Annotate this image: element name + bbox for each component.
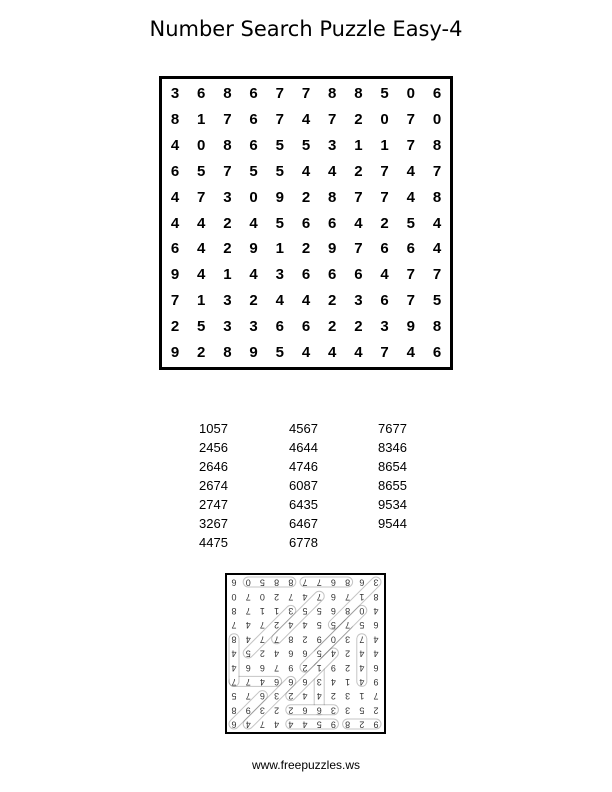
grid-cell: 5 <box>406 214 415 232</box>
answer-key-cell: 7 <box>345 620 351 631</box>
answer-key-cell: 6 <box>330 591 336 602</box>
answer-key-cell: 6 <box>373 662 379 673</box>
grid-cell: 6 <box>197 85 206 102</box>
grid-cell: 4 <box>406 162 415 180</box>
grid-cell: 0 <box>432 110 442 128</box>
grid-cell: 9 <box>406 318 415 336</box>
answer-key-cell: 8 <box>231 606 237 617</box>
answer-key-cell: 4 <box>302 719 308 730</box>
answer-key-cell: 7 <box>373 691 379 702</box>
word-list-item: 6087 <box>289 478 318 493</box>
word-list-item: 3267 <box>199 516 228 531</box>
grid-cell: 1 <box>223 266 232 284</box>
grid-cell: 7 <box>223 110 232 128</box>
answer-key-cell: 2 <box>288 691 294 702</box>
answer-key-cell: 1 <box>359 591 365 602</box>
grid-cell: 7 <box>301 85 311 102</box>
grid-cell: 7 <box>354 188 363 206</box>
grid-cell: 5 <box>275 162 284 180</box>
answer-key-cell: 2 <box>345 662 351 673</box>
grid-cell: 7 <box>354 240 363 258</box>
grid-cell: 7 <box>380 344 389 361</box>
grid-cell: 8 <box>328 85 337 102</box>
answer-key-cell: 2 <box>302 662 308 673</box>
answer-key-cell: 6 <box>302 705 308 716</box>
word-list-column-3 <box>378 419 407 533</box>
grid-cell: 4 <box>301 162 311 180</box>
answer-key-cell: 3 <box>345 634 351 645</box>
answer-key-cell: 5 <box>259 577 265 588</box>
answer-key-cell: 4 <box>288 719 294 730</box>
grid-cell: 2 <box>249 292 258 310</box>
grid-cell: 4 <box>170 214 180 232</box>
answer-key-cell: 3 <box>288 606 294 617</box>
grid-cell: 5 <box>380 85 389 102</box>
word-list-item: 6467 <box>289 516 318 531</box>
answer-key-cell: 6 <box>259 691 265 702</box>
word-list-item: 2646 <box>199 459 228 474</box>
grid-cell: 6 <box>170 240 180 258</box>
answer-key-cell: 3 <box>259 705 265 716</box>
answer-key-cell: 7 <box>231 677 237 688</box>
grid-cell: 7 <box>406 136 415 154</box>
grid-cell: 6 <box>380 292 389 310</box>
word-list-column-1 <box>199 419 228 552</box>
answer-key-cell: 1 <box>259 606 265 617</box>
word-list-item: 4644 <box>289 440 318 455</box>
grid-cell: 8 <box>223 85 232 102</box>
grid-cell: 5 <box>432 292 442 310</box>
grid-cell: 7 <box>223 162 232 180</box>
answer-key-cell: 9 <box>373 719 379 730</box>
answer-key-cell: 7 <box>245 591 251 602</box>
answer-key-thumbnail <box>225 573 386 734</box>
answer-key-cell: 4 <box>274 719 280 730</box>
grid-cell: 7 <box>275 85 284 102</box>
word-list-item: 8654 <box>378 459 407 474</box>
grid-cell: 9 <box>170 266 180 284</box>
answer-key-cell: 8 <box>288 634 294 645</box>
answer-key-cell: 9 <box>330 662 336 673</box>
grid-cell: 5 <box>249 162 258 180</box>
answer-key-cell: 8 <box>345 719 351 730</box>
answer-key-cell: 9 <box>245 705 251 716</box>
word-list-item: 4475 <box>199 535 228 550</box>
grid-cell: 8 <box>170 110 180 128</box>
grid-cell: 4 <box>301 292 311 310</box>
word-list-item: 4746 <box>289 459 318 474</box>
answer-key-cell: 4 <box>231 662 237 673</box>
grid-cell: 1 <box>197 292 206 310</box>
grid-cell: 8 <box>432 136 442 154</box>
grid-cell: 2 <box>328 318 337 336</box>
grid-cell: 3 <box>223 188 232 206</box>
answer-key-cell: 6 <box>288 648 294 659</box>
answer-key-cell: 6 <box>373 620 379 631</box>
answer-key-cell: 8 <box>231 634 237 645</box>
answer-key-cell: 4 <box>302 691 308 702</box>
answer-key-cell: 7 <box>245 677 251 688</box>
answer-key-cell: 9 <box>373 677 379 688</box>
grid-cell: 7 <box>197 188 206 206</box>
grid-cell: 6 <box>249 110 258 128</box>
answer-key-cell: 7 <box>316 591 322 602</box>
answer-key-cell: 5 <box>359 705 365 716</box>
answer-key-cell: 6 <box>316 705 322 716</box>
grid-cell: 7 <box>380 188 389 206</box>
grid-cell: 5 <box>197 162 206 180</box>
grid-cell: 8 <box>432 318 442 336</box>
answer-key-cell: 7 <box>345 591 351 602</box>
answer-key-cell: 1 <box>274 606 280 617</box>
grid-cell: 4 <box>354 344 363 361</box>
grid-cell: 2 <box>380 214 389 232</box>
grid-cell: 4 <box>406 188 415 206</box>
word-list-item: 8346 <box>378 440 407 455</box>
grid-cell: 4 <box>197 214 206 232</box>
grid-cell: 0 <box>406 85 415 102</box>
answer-key-cell: 0 <box>231 591 237 602</box>
grid-cell: 3 <box>328 136 337 154</box>
footer-website: www.freepuzzles.ws <box>251 758 361 772</box>
answer-key-cell: 7 <box>231 620 237 631</box>
answer-key-cell: 3 <box>345 705 351 716</box>
grid-cell: 6 <box>406 240 415 258</box>
word-list-item: 2747 <box>199 497 228 512</box>
grid-cell: 2 <box>223 240 232 258</box>
grid-cell: 6 <box>432 85 442 102</box>
answer-key-cell: 9 <box>330 719 336 730</box>
answer-key-cell: 4 <box>316 691 322 702</box>
answer-key-cell: 7 <box>259 719 265 730</box>
grid-cell: 0 <box>197 136 206 154</box>
grid-cell: 4 <box>249 214 258 232</box>
grid-cell: 9 <box>328 240 337 258</box>
grid-cell: 9 <box>249 240 258 258</box>
answer-key-cell: 4 <box>231 648 237 659</box>
grid-cell: 8 <box>223 136 232 154</box>
answer-key-cell: 4 <box>288 620 294 631</box>
answer-key-cell: 2 <box>359 719 365 730</box>
grid-cell: 7 <box>170 292 180 310</box>
grid-cell: 2 <box>301 240 311 258</box>
answer-key-cell: 2 <box>259 648 265 659</box>
answer-key-cell: 5 <box>316 606 322 617</box>
answer-key-cell: 2 <box>345 648 351 659</box>
grid-cell: 3 <box>275 266 284 284</box>
answer-key-cell: 1 <box>359 691 365 702</box>
answer-key-cell: 8 <box>373 591 379 602</box>
grid-cell: 5 <box>301 136 311 154</box>
answer-key-cell: 4 <box>373 634 379 645</box>
grid-cell: 2 <box>328 292 337 310</box>
answer-key-cell: 5 <box>231 691 237 702</box>
grid-cell: 2 <box>197 344 206 361</box>
grid-cell: 4 <box>354 214 363 232</box>
answer-key-cell: 6 <box>245 662 251 673</box>
grid-cell: 6 <box>249 85 258 102</box>
answer-key-cell: 4 <box>302 620 308 631</box>
answer-key-cell: 4 <box>302 591 308 602</box>
grid-cell: 4 <box>328 162 337 180</box>
answer-key-cell: 2 <box>330 691 336 702</box>
grid-cell: 7 <box>406 266 415 284</box>
answer-key-cell: 2 <box>373 705 379 716</box>
answer-key-cell: 3 <box>316 677 322 688</box>
grid-cell: 2 <box>354 110 363 128</box>
grid-cell: 6 <box>249 136 258 154</box>
grid-cell: 3 <box>249 318 258 336</box>
word-list-item: 9534 <box>378 497 407 512</box>
answer-key-cell: 0 <box>330 634 336 645</box>
answer-key-cell: 1 <box>345 677 351 688</box>
answer-key-cell: 3 <box>330 705 336 716</box>
grid-cell: 5 <box>275 344 284 361</box>
answer-key-cell: 7 <box>316 577 322 588</box>
answer-key-cell: 8 <box>288 577 294 588</box>
grid-cell: 4 <box>275 292 284 310</box>
grid-cell: 8 <box>328 188 337 206</box>
grid-cell: 6 <box>301 266 311 284</box>
word-list-item: 6435 <box>289 497 318 512</box>
answer-key-cell: 6 <box>330 577 336 588</box>
answer-key-cell: 5 <box>330 620 336 631</box>
grid-cell: 4 <box>170 188 180 206</box>
answer-key-cell: 8 <box>345 577 351 588</box>
grid-cell: 6 <box>301 214 311 232</box>
word-list-item: 7677 <box>378 421 407 436</box>
answer-key-cell: 7 <box>245 606 251 617</box>
answer-key-cell: 7 <box>302 577 308 588</box>
answer-key-cell: 4 <box>359 677 365 688</box>
grid-cell: 0 <box>380 110 389 128</box>
word-list-item: 6778 <box>289 535 318 550</box>
grid-cell: 2 <box>223 214 232 232</box>
answer-key-cell: 4 <box>259 677 265 688</box>
grid-cell: 6 <box>354 266 363 284</box>
answer-key-cell: 5 <box>316 648 322 659</box>
grid-cell: 7 <box>406 110 415 128</box>
answer-key-cell: 9 <box>316 634 322 645</box>
word-list-item: 8655 <box>378 478 407 493</box>
grid-cell: 2 <box>354 318 363 336</box>
grid-cell: 6 <box>328 214 337 232</box>
answer-key-cell: 6 <box>330 606 336 617</box>
grid-cell: 9 <box>275 188 284 206</box>
grid-cell: 4 <box>301 110 311 128</box>
page-title: Number Search Puzzle Easy-4 <box>149 17 463 41</box>
grid-cell: 6 <box>380 240 389 258</box>
grid-cell: 5 <box>275 136 284 154</box>
grid-cell: 7 <box>275 110 284 128</box>
grid-cell: 9 <box>170 344 180 361</box>
word-list-item: 9544 <box>378 516 407 531</box>
answer-key-cell: 6 <box>302 677 308 688</box>
grid-cell: 4 <box>328 344 337 361</box>
grid-cell: 3 <box>223 318 232 336</box>
answer-key-cell: 6 <box>274 677 280 688</box>
grid-cell: 4 <box>249 266 258 284</box>
answer-key-cell: 7 <box>274 634 280 645</box>
answer-key-cell: 0 <box>359 606 365 617</box>
grid-cell: 4 <box>432 214 442 232</box>
grid-cell: 5 <box>275 214 284 232</box>
answer-key-cell: 2 <box>288 705 294 716</box>
word-list-item: 1057 <box>199 421 228 436</box>
answer-key-cell: 6 <box>359 577 365 588</box>
grid-cell: 6 <box>328 266 337 284</box>
answer-key-cell: 9 <box>288 662 294 673</box>
grid-cell: 2 <box>301 188 311 206</box>
answer-key-cell: 7 <box>359 634 365 645</box>
grid-cell: 4 <box>197 240 206 258</box>
answer-key-cell: 4 <box>245 620 251 631</box>
grid-cell: 6 <box>432 344 442 361</box>
answer-key-cell: 4 <box>359 648 365 659</box>
answer-key-cell: 4 <box>245 634 251 645</box>
grid-cell: 4 <box>380 266 389 284</box>
answer-key-cell: 2 <box>302 634 308 645</box>
answer-key-cell: 7 <box>245 691 251 702</box>
grid-cell: 6 <box>170 162 180 180</box>
grid-cell: 1 <box>197 110 206 128</box>
answer-key-cell: 7 <box>274 662 280 673</box>
word-list-column-2 <box>289 419 318 552</box>
grid-cell: 0 <box>249 188 258 206</box>
grid-cell: 2 <box>170 318 180 336</box>
answer-key-cell: 2 <box>274 705 280 716</box>
grid-cell: 5 <box>197 318 206 336</box>
answer-key-cell: 5 <box>316 719 322 730</box>
answer-key-cell: 5 <box>302 606 308 617</box>
answer-key-cell: 7 <box>288 591 294 602</box>
answer-key-cell: 4 <box>359 662 365 673</box>
answer-key-cell: 0 <box>245 577 251 588</box>
answer-key-cell: 3 <box>373 577 379 588</box>
answer-key-cell: 4 <box>373 648 379 659</box>
grid-cell: 4 <box>301 344 311 361</box>
grid-cell: 9 <box>249 344 258 361</box>
answer-key-cell: 3 <box>274 691 280 702</box>
answer-key-cell: 6 <box>302 648 308 659</box>
answer-key-cell: 6 <box>259 662 265 673</box>
answer-key-cell: 0 <box>259 591 265 602</box>
answer-key-cell: 4 <box>330 648 336 659</box>
answer-key-cell: 5 <box>316 620 322 631</box>
answer-key-cell: 6 <box>288 677 294 688</box>
answer-key-cell: 4 <box>330 677 336 688</box>
grid-cell: 2 <box>354 162 363 180</box>
grid-cell: 8 <box>223 344 232 361</box>
grid-cell: 1 <box>275 240 284 258</box>
puzzle-grid <box>159 76 453 370</box>
answer-key-cell: 6 <box>231 577 237 588</box>
grid-cell: 3 <box>354 292 363 310</box>
answer-key-cell: 8 <box>345 606 351 617</box>
grid-cell: 8 <box>432 188 442 206</box>
grid-cell: 7 <box>432 266 442 284</box>
grid-cell: 3 <box>223 292 232 310</box>
grid-cell: 6 <box>301 318 311 336</box>
word-list-item: 2456 <box>199 440 228 455</box>
grid-cell: 1 <box>354 136 363 154</box>
answer-key-cell: 2 <box>274 591 280 602</box>
answer-key-cell: 5 <box>359 620 365 631</box>
grid-cell: 6 <box>275 318 284 336</box>
grid-cell: 3 <box>170 85 180 102</box>
answer-key-cell: 2 <box>274 620 280 631</box>
grid-cell: 7 <box>432 162 442 180</box>
grid-cell: 4 <box>406 344 415 361</box>
grid-cell: 3 <box>380 318 389 336</box>
word-list-item: 2674 <box>199 478 228 493</box>
answer-key-cell: 5 <box>245 648 251 659</box>
grid-cell: 4 <box>197 266 206 284</box>
answer-key-cell: 4 <box>373 606 379 617</box>
grid-cell: 4 <box>170 136 180 154</box>
grid-cell: 8 <box>354 85 363 102</box>
answer-key-cell: 1 <box>316 662 322 673</box>
answer-key-cell: 6 <box>231 719 237 730</box>
answer-key-cell: 4 <box>245 719 251 730</box>
grid-cell: 4 <box>432 240 442 258</box>
word-list-item: 4567 <box>289 421 318 436</box>
grid-cell: 1 <box>380 136 389 154</box>
grid-cell: 7 <box>328 110 337 128</box>
answer-key-cell: 7 <box>259 620 265 631</box>
answer-key-cell: 4 <box>274 648 280 659</box>
grid-cell: 7 <box>406 292 415 310</box>
answer-key-cell: 8 <box>231 705 237 716</box>
grid-cell: 7 <box>380 162 389 180</box>
answer-key-cell: 3 <box>345 691 351 702</box>
answer-key-cell: 8 <box>274 577 280 588</box>
answer-key-cell: 7 <box>259 634 265 645</box>
